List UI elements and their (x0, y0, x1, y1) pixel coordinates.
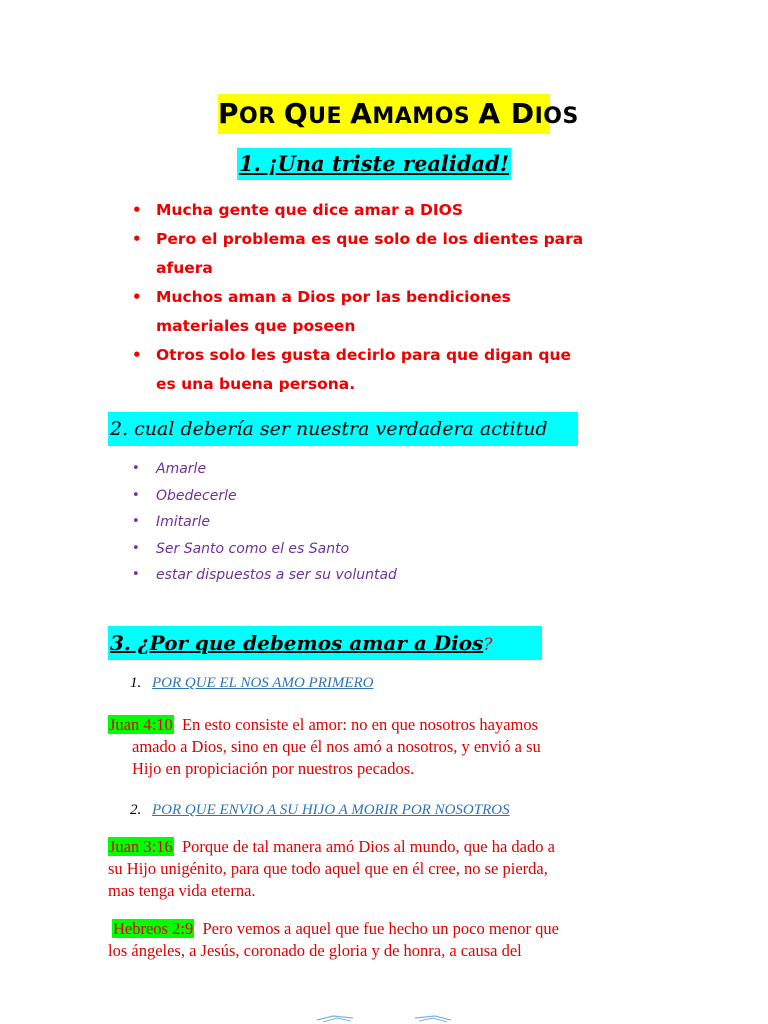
list-item: • Muchos aman a Dios por las bendiciones materiales que poseen (132, 283, 662, 341)
list-item: • Otros solo les gusta decirlo para que digan que es una buena persona. (132, 341, 662, 399)
verse-reference: Juan 3:16 (109, 837, 173, 856)
list-item: • Pero el problema es que solo de los dientes para afuera (132, 225, 662, 283)
point-1-heading: 1. POR QUE EL NOS AMO PRIMERO (130, 675, 374, 691)
section-2-heading: 2. cual debería ser nuestra verdadera actitud (108, 412, 578, 446)
page-title: POR QUE AMAMOS A DIOS (218, 94, 550, 134)
section-3-heading: 3. ¿Por que debemos amar a Dios? (108, 626, 542, 660)
verse-reference: Juan 4:10 (109, 715, 173, 734)
bullet-icon: • (132, 346, 142, 364)
bullet-icon: • (132, 288, 142, 306)
verse-juan-4-10: Juan 4:10 En esto consiste el amor: no en que nosotros hayamos amado a Dios, sino en que él nos amó a nosotros, y envió a su Hijo en propiciación por nuestros pecados. (109, 715, 541, 778)
bullet-icon: • (132, 540, 140, 556)
bullet-icon: • (132, 230, 142, 248)
bullet-icon: • (132, 461, 140, 476)
point-2-link[interactable]: POR QUE ENVIO A SU HIJO A MORIR POR NOSOTROS (152, 802, 510, 818)
list-item: • Amarle (132, 456, 397, 483)
section-1-heading: 1. ¡Una triste realidad! (237, 148, 511, 180)
bullet-icon: • (132, 487, 140, 503)
verse-hebreos-2-9: Hebreos 2:9 Pero vemos a aquel que fue hecho un poco menor que los ángeles, a Jesús, coronado de gloria y de honra, a causa del (108, 919, 559, 960)
list-item: • estar dispuestos a ser su voluntad (132, 562, 397, 589)
verse-juan-3-16: Juan 3:16 Porque de tal manera amó Dios al mundo, que ha dado a su Hijo unigénito, para que todo aquel que en él cree, no se pierda, mas tenga vida eterna. (108, 837, 555, 900)
list-item: • Mucha gente que dice amar a DIOS (132, 196, 662, 225)
decorative-ornament-icon (315, 1012, 455, 1024)
bullet-icon: • (132, 567, 140, 582)
list-item: • Ser Santo como el es Santo (132, 536, 397, 563)
point-1-link[interactable]: POR QUE EL NOS AMO PRIMERO (152, 675, 374, 691)
bullet-icon: • (132, 201, 142, 219)
bullet-icon: • (132, 514, 140, 529)
section-2-list (132, 456, 397, 589)
list-item: • Imitarle (132, 509, 397, 536)
section-1-list (132, 196, 662, 399)
verse-reference: Hebreos 2:9 (113, 919, 194, 938)
list-item: • Obedecerle (132, 483, 397, 510)
point-2-heading: 2. POR QUE ENVIO A SU HIJO A MORIR POR NOSOTROS (130, 802, 510, 818)
